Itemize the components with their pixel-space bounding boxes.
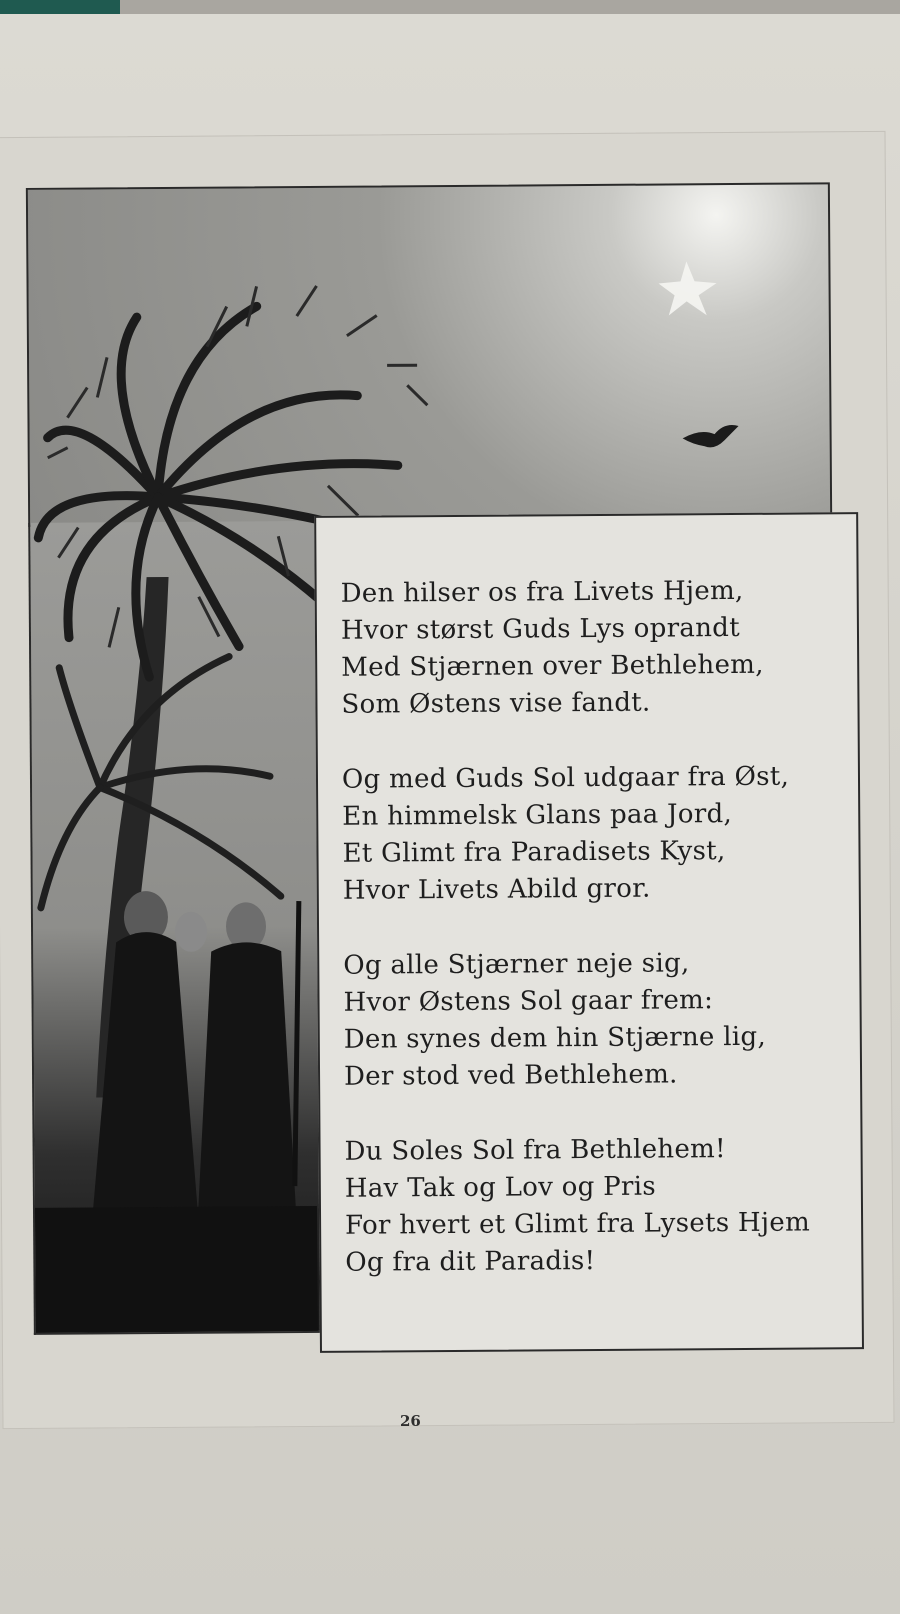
page-number: 26 — [400, 1412, 421, 1430]
three-wise-men — [88, 890, 297, 1242]
poem-line: Hvor Østens Sol gaar frem: — [343, 985, 714, 1018]
poem-line: Hvor Livets Abild gror. — [342, 873, 651, 906]
stanza-3 — [343, 944, 844, 1095]
poem-line: Hvor størst Guds Lys oprandt — [340, 612, 741, 646]
poem-line: Den synes dem hin Stjærne lig, — [343, 1021, 767, 1055]
poem-line: For hvert et Glimt fra Lysets Hjem — [345, 1207, 811, 1241]
poem-line: En himmelsk Glans paa Jord, — [342, 799, 733, 832]
poem-line: Du Soles Sol fra Bethlehem! — [344, 1134, 726, 1167]
staff-icon — [293, 901, 301, 1186]
star-icon — [658, 261, 716, 315]
illustrated-frame — [26, 182, 874, 1378]
poem-line: Og med Guds Sol udgaar fra Øst, — [341, 761, 790, 795]
poem-line: Og fra dit Paradis! — [345, 1245, 596, 1278]
ground — [35, 1206, 318, 1333]
bird-icon — [683, 425, 739, 448]
poem-line: Der stod ved Bethlehem. — [343, 1059, 678, 1092]
poem-panel — [314, 512, 864, 1353]
stanza-4 — [344, 1130, 845, 1281]
stanza-1 — [341, 572, 842, 723]
poem-line: Med Stjærnen over Bethlehem, — [341, 649, 764, 683]
stanza-2 — [342, 758, 843, 909]
poem-line: Den hilser os fra Livets Hjem, — [340, 575, 744, 609]
poem — [341, 572, 846, 1319]
poem-line: Hav Tak og Lov og Pris — [344, 1171, 657, 1204]
poem-line: Et Glimt fra Paradisets Kyst, — [342, 836, 726, 869]
poem-line: Og alle Stjærner neje sig, — [343, 948, 690, 981]
poem-line: Som Østens vise fandt. — [341, 687, 651, 720]
